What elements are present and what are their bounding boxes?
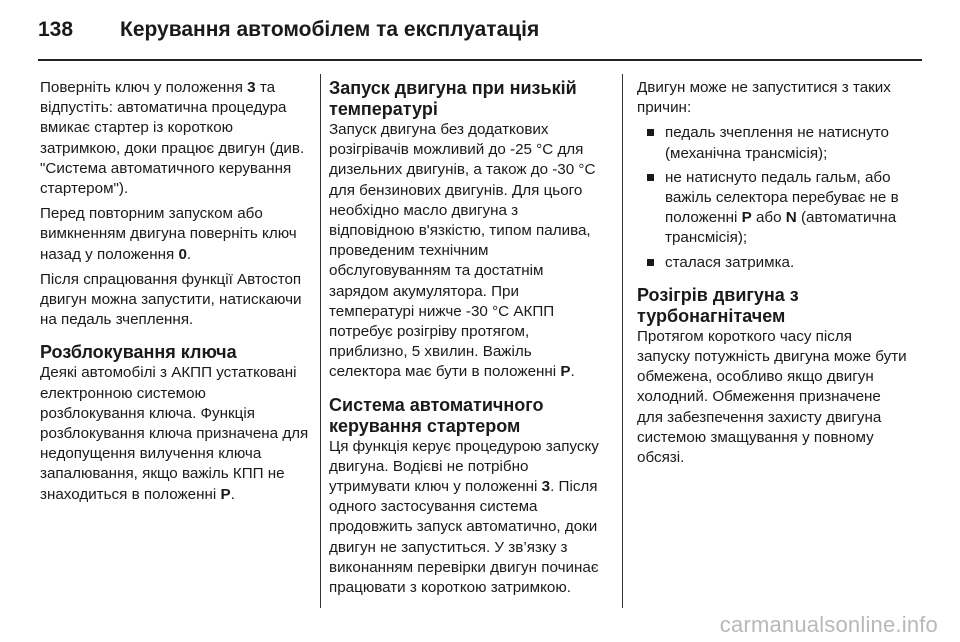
paragraph-reasons: Двигун може не запуститися з таких причин:: [637, 79, 891, 117]
selector-position-p: P: [560, 363, 571, 381]
column-3: [637, 78, 909, 473]
paragraph-autostop: Після спрацювання функції Автостоп двигун можна запустити, натискаючи на педаль зчеплення.: [40, 270, 302, 329]
key-position-3: 3: [247, 79, 256, 96]
page-header: [38, 18, 922, 48]
column-1: [40, 78, 312, 510]
paragraph-turbo-warmup: Протягом короткого часу після запуску потужність двигуна може бути обмежена, особливо якщо двигун холодний. Обмеження призначене для забезпечення захисту двигуна системою змащування у повному обсязі.: [637, 327, 907, 467]
list-item: [637, 253, 909, 273]
page-title: Керування автомобілем та експлуатація: [120, 18, 540, 41]
page-number: 138: [38, 18, 74, 41]
text: Запуск двигуна без додаткових розігрівачів можливий до -25 °C для дизельних двигунів, а також до -30 °C для бензинових двигунів. Для цього необхідно масло двигуна з відповідною в'язкістю, типом палива, проведеним технічним обслуговуванням та достатнім зарядом акумулятора. При температурі нижче -30 °C АКПП потребує розігріву протягом, приблизно, 5 хвилин. Важіль селектора має бути в положенні: [329, 121, 596, 381]
list-item: [637, 168, 909, 249]
paragraph-cold-start: [329, 120, 605, 383]
selector-position-p: P: [741, 209, 752, 227]
text: педаль зчеплення не натиснуто (механічна трансмісія);: [665, 124, 890, 162]
text: Поверніть ключ у положення: [40, 79, 248, 96]
reasons-list: [637, 123, 909, 272]
column-2: [329, 78, 605, 603]
text: та відпустіть: автоматична процедура вмикає стартер із короткою затримкою, доки працює двигун (див. "Система автоматичного керування стартером").: [40, 79, 305, 198]
text: сталася затримка.: [665, 253, 795, 271]
heading-starter-control: Система автоматичного керування стартером: [329, 394, 544, 436]
text: .: [230, 485, 235, 503]
text: .: [186, 245, 192, 263]
heading-turbo-warmup: Розігрів двигуна з турбонагнітачем: [637, 284, 799, 326]
text: або: [751, 209, 786, 227]
selector-position-n: N: [785, 209, 797, 227]
heading-key-release: Розблокування ключа: [40, 342, 237, 363]
paragraph-starter-control: [329, 437, 605, 599]
bullet-icon: [647, 129, 654, 136]
text: Деякі автомобілі з АКПП устатковані електронною системою розблокування ключа. Функція розблокування ключа призначена для недопущення вилучення ключа запалювання, якщо важіль КПП не знаходиться в положенні: [40, 364, 309, 503]
column-divider: [320, 74, 321, 608]
text: не натиснуто педаль гальм, або важіль селектора перебуває не в положенні: [665, 168, 899, 227]
text: Ця функція керує процедурою запуску двигуна. Водієві не потрібно утримувати ключ у положенні: [329, 437, 599, 496]
text: .: [570, 363, 575, 381]
key-position-3: 3: [541, 478, 551, 496]
bullet-icon: [647, 174, 654, 181]
text: Перед повторним запуском або вимкненням двигуна поверніть ключ назад у положення: [40, 205, 297, 263]
selector-position-p: P: [220, 485, 231, 503]
paragraph-turn-key: [40, 78, 312, 199]
bullet-icon: [647, 259, 654, 266]
key-position-0: 0: [178, 245, 187, 263]
column-divider: [622, 74, 623, 608]
text: (автоматична трансмісія);: [665, 209, 897, 247]
header-divider: [38, 59, 922, 61]
heading-cold-start: Запуск двигуна при низькій температурі: [329, 78, 577, 119]
paragraph-key-release: [40, 363, 312, 504]
paragraph-restart: [40, 204, 312, 265]
text: . Після одного застосування система продовжить запуск автоматично, доки двигун не запуститься. У зв’язку з виконанням перевірки двигун починає працювати з короткою затримкою.: [329, 478, 599, 597]
list-item: [637, 123, 909, 163]
watermark: carmanualsonline.info: [719, 612, 938, 637]
